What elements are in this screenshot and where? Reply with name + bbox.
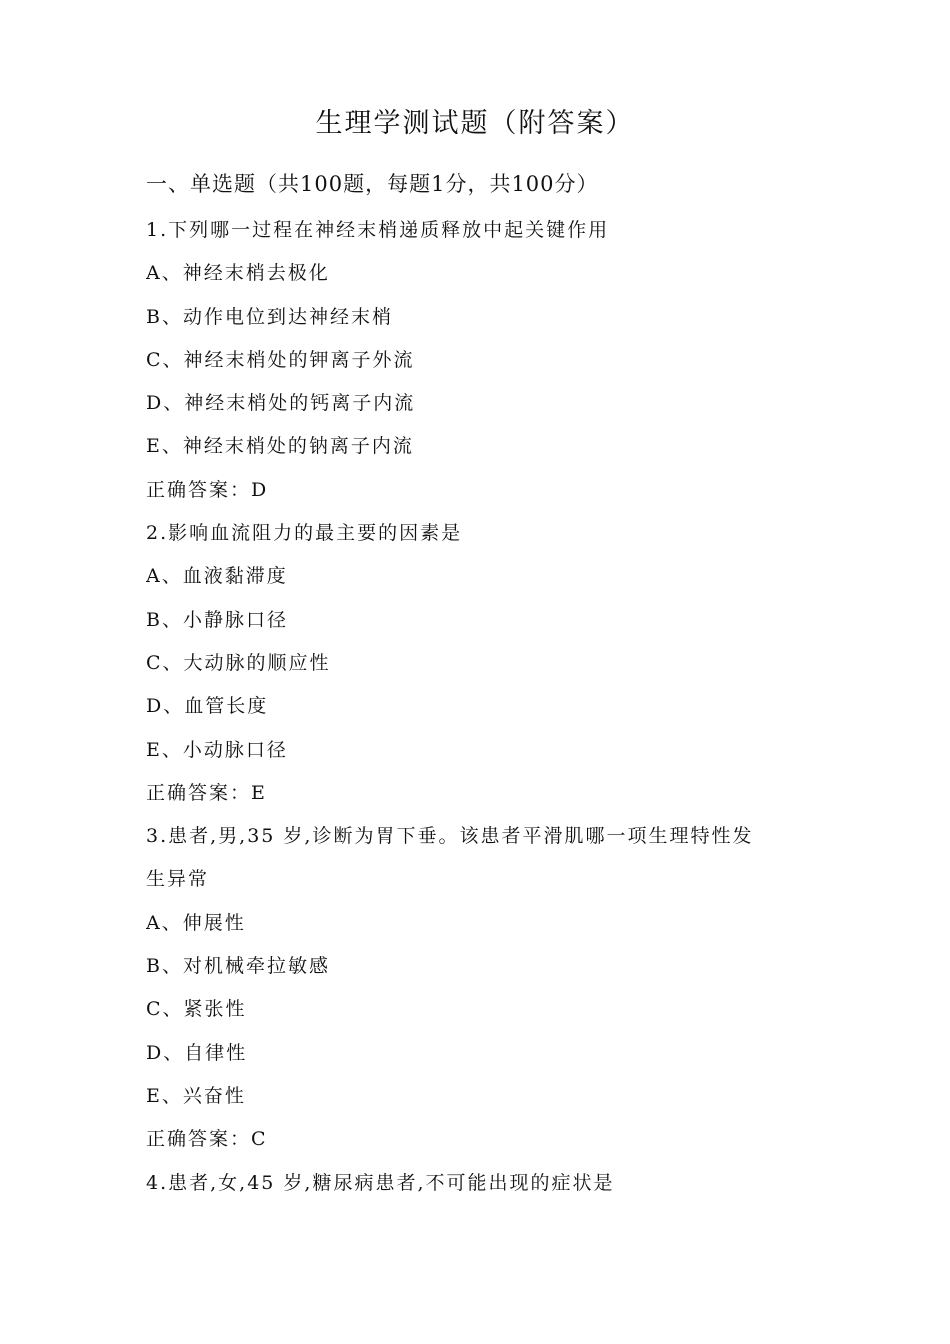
option-c: C、紧张性	[146, 998, 247, 1021]
question-item	[146, 209, 836, 512]
option-d: D、自律性	[146, 1041, 248, 1064]
question-stem: 1.下列哪一过程在神经末梢递质释放中起关键作用	[146, 219, 610, 241]
option-a: A、伸展性	[146, 911, 246, 934]
question-stem: 2.影响血流阻力的最主要的因素是	[146, 522, 463, 545]
correct-answer: 正确答案：C	[146, 1128, 268, 1151]
question-stem-continued: 生异常	[146, 868, 210, 891]
question-item	[146, 1162, 836, 1205]
option-a: A、神经末梢去极化	[146, 262, 330, 285]
correct-answer: 正确答案：E	[146, 781, 267, 804]
option-c: C、大动脉的顺应性	[146, 651, 331, 674]
option-b: B、动作电位到达神经末梢	[146, 305, 393, 328]
option-b: B、小静脉口径	[146, 608, 288, 631]
question-item	[146, 815, 836, 1161]
page-title: 生理学测试题（附答案）	[315, 108, 635, 139]
option-e: E、神经末梢处的钠离子内流	[146, 435, 414, 458]
option-d: D、血管长度	[146, 695, 269, 718]
option-c: C、神经末梢处的钾离子外流	[146, 348, 415, 371]
option-e: E、兴奋性	[146, 1084, 246, 1107]
question-list	[146, 209, 836, 1205]
section-heading: 一、单选题（共100题，每题1分，共100分）	[146, 172, 599, 196]
question-stem: 3.患者,男,35 岁,诊断为胃下垂。该患者平滑肌哪一项生理特性发	[146, 825, 754, 848]
correct-answer: 正确答案：D	[146, 478, 269, 501]
question-item	[146, 512, 836, 815]
option-d: D、神经末梢处的钙离子内流	[146, 392, 416, 415]
option-a: A、血液黏滞度	[146, 565, 288, 588]
option-b: B、对机械牵拉敏感	[146, 955, 330, 978]
question-stem: 4.患者,女,45 岁,糖尿病患者,不可能出现的症状是	[146, 1171, 615, 1194]
option-e: E、小动脉口径	[146, 738, 288, 761]
